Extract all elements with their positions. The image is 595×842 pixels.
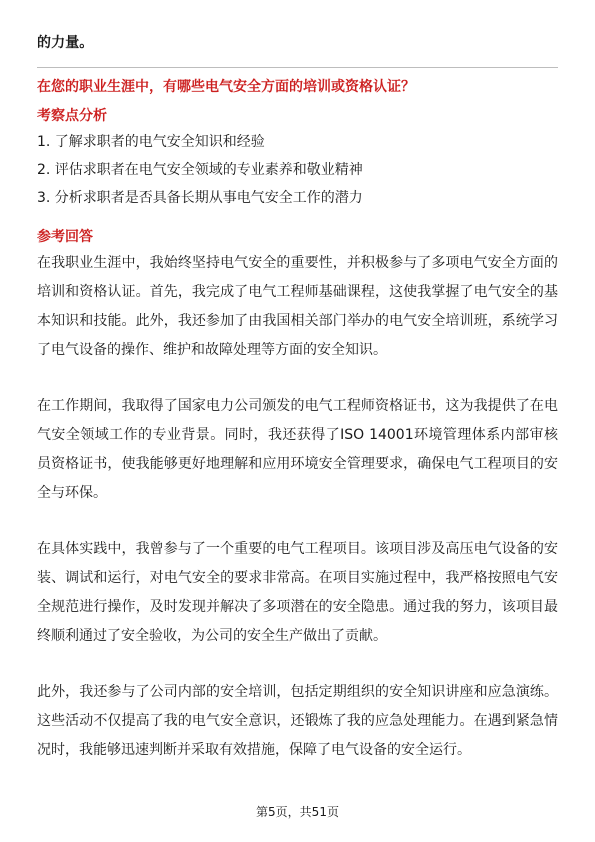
analysis-list [37, 128, 558, 212]
answer-paragraph: 在工作期间，我取得了国家电力公司颁发的电气工程师资格证书，这为我提供了在电气安全领域工作的专业背景。同时，我还获得了ISO 14001环境管理体系内部审核员资格证书，使我能够更好地理解和应用环境安全管理要求，确保电气工程项目的安全与环保。 [37, 398, 558, 501]
answer-paragraph: 在具体实践中，我曾参与了一个重要的电气工程项目。该项目涉及高压电气设备的安装、调试和运行，对电气安全的要求非常高。在项目实施过程中，我严格按照电气安全规范进行操作，及时发现并解决了多项潜在的安全隐患。通过我的努力，该项目最终顺利通过了安全验收，为公司的安全生产做出了贡献。 [37, 541, 558, 644]
answer-paragraph: 在我职业生涯中，我始终坚持电气安全的重要性，并积极参与了多项电气安全方面的培训和资格认证。首先，我完成了电气工程师基础课程，这使我掌握了电气安全的基本知识和技能。此外，我还参加了由我国相关部门举办的电气安全培训班，系统学习了电气设备的操作、维护和故障处理等方面的安全知识。 [37, 255, 558, 358]
page-number: 第5页，共51页 [256, 805, 339, 819]
section-divider [37, 67, 558, 68]
analysis-heading: 考察点分析 [37, 108, 107, 124]
answer-paragraph: 此外，我还参与了公司内部的安全培训，包括定期组织的安全知识讲座和应急演练。这些活动不仅提高了我的电气安全意识，还锻炼了我的应急处理能力。在遇到紧急情况时，我能够迅速判断并采取有效措施，保障了电气设备的安全运行。 [37, 684, 558, 758]
analysis-item: 3. 分析求职者是否具备长期从事电气安全工作的潜力 [37, 190, 363, 206]
analysis-item: 2. 评估求职者在电气安全领域的专业素养和敬业精神 [37, 162, 363, 178]
analysis-section [37, 104, 558, 212]
carryover-text: 的力量。 [37, 35, 94, 51]
answer-heading: 参考回答 [37, 229, 93, 245]
analysis-item: 1. 了解求职者的电气安全知识和经验 [37, 134, 265, 150]
answer-section [37, 225, 558, 792]
interview-question: 在您的职业生涯中，有哪些电气安全方面的培训或资格认证？ [37, 79, 415, 95]
